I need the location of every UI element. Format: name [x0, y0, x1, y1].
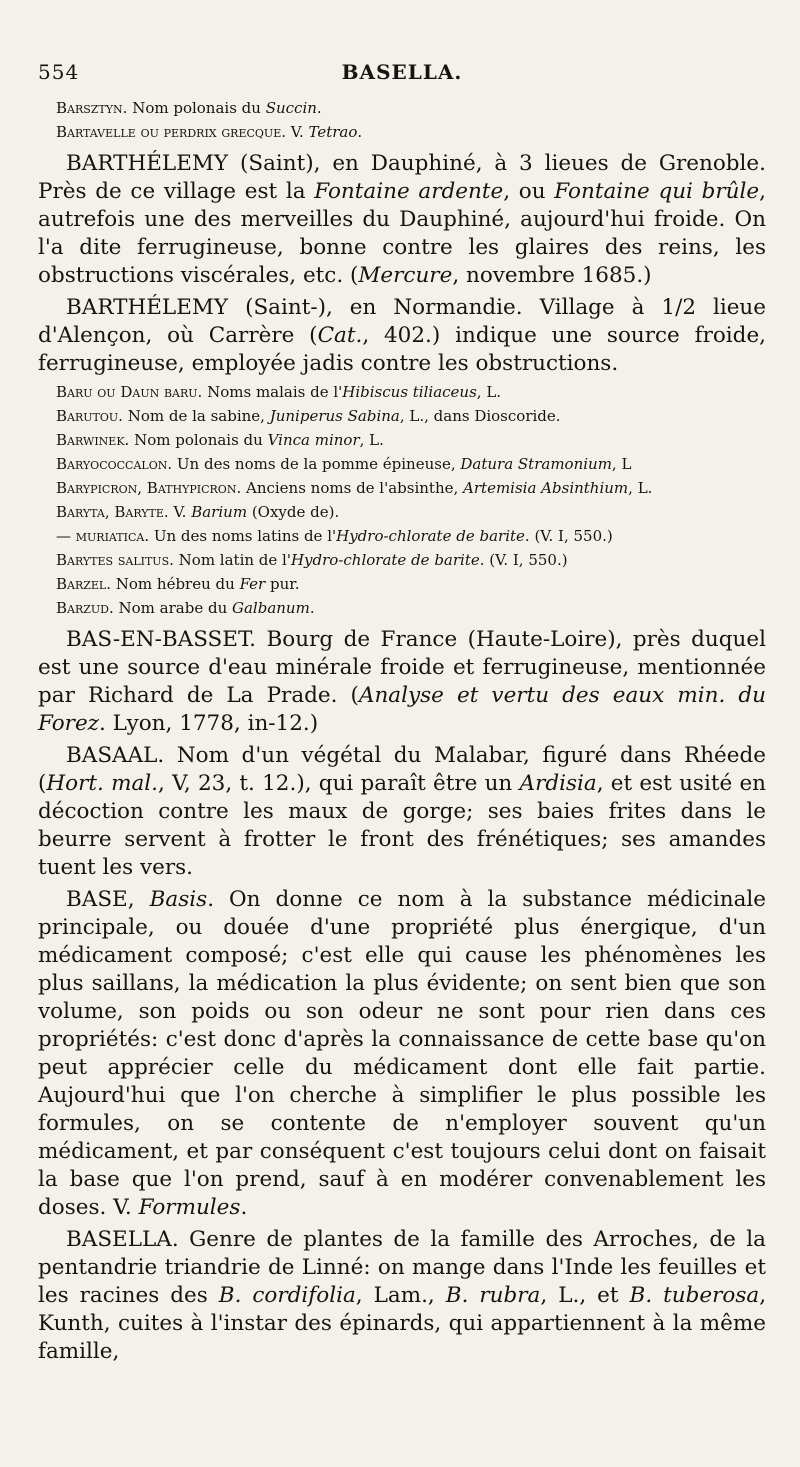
entry-text: Anciens noms de l'absinthe, — [241, 479, 464, 497]
entry-italic: Mercure — [358, 263, 453, 288]
entry-term: BASAAL. — [66, 743, 165, 768]
entry-italic: Ardisia — [519, 771, 597, 796]
entry-italic: Tetrao — [308, 123, 358, 141]
minor-entry — [56, 476, 766, 500]
minor-entry — [56, 380, 766, 404]
entry-text: Bourg de France (Haute-Loire), près duquel est une source d'eau minérale froide et ferrugineuse, mentionnée par Richard de La Prade. ( — [38, 627, 766, 708]
entry-text: Nom arabe du — [113, 599, 232, 617]
entry-italic: Analyse et vertu des eaux min. du Forez — [38, 683, 766, 736]
entry-text: V. — [168, 503, 192, 521]
entry-italic: B. rubra — [445, 1283, 541, 1308]
entry-term: Bartavelle ou perdrix grecque. — [56, 123, 286, 141]
entry-term: Baru ou Daun baru. — [56, 383, 203, 401]
entry-text: V. — [286, 123, 309, 141]
entry-italic: B. cordifolia — [218, 1283, 356, 1308]
entry-text: pur. — [265, 575, 300, 593]
entry-text: Nom hébreu du — [111, 575, 240, 593]
entry-text: . — [309, 599, 315, 617]
entry-text: . On donne ce nom à la substance médicinale principale, ou douée d'une propriété plus énergique, d'un médicament composé; c'est elle qui cause les phénomènes les plus saillans, la médication la plus évidente; on sent bien que son volume, son poids ou son odeur ne sont pour rien dans ces propriétés: c'est donc d'après la connaissance de cette base qu'on peut apprécier celle du médicament dont elle fait partie. Aujourd'hui que l'on cherche à simplifier le plus possible les formules, on se contente de n'employer souvent qu'un médicament, et par conséquent c'est toujours celui dont on faisait la base que l'on prend, sauf à en modérer convenablement les doses. V. — [38, 887, 766, 1220]
entry-text: , Lam., — [355, 1283, 446, 1308]
entry-italic: Vinca minor — [267, 431, 360, 449]
entry-text: , L. — [476, 383, 502, 401]
entry-text: Nom polonais du — [127, 99, 266, 117]
entry-italic: B. tuberosa — [629, 1283, 760, 1308]
entry-italic: Formules — [138, 1195, 241, 1220]
entry-text: . — [316, 99, 322, 117]
entry-text: Nom polonais du — [129, 431, 268, 449]
entry-term: Barytes salitus. — [56, 551, 174, 569]
entry-text: . — [357, 123, 363, 141]
entry-text: Nom d'un végétal du Malabar, figuré dans Rhéede ( — [38, 743, 766, 796]
minor-entry — [56, 500, 766, 524]
entry-term: BASELLA. — [66, 1227, 179, 1252]
page-number: 554 — [38, 60, 80, 84]
entry-text: , 402.) indique une source froide, ferrugineuse, employée jadis contre les obstructions. — [38, 323, 766, 376]
entry-text: , et est usité en décoction contre les maux de gorge; ses baies frites dans le beurre servent à frotter le front des frénétiques; ses amandes tuent les vers. — [38, 771, 767, 880]
entry-text: Genre de plantes de la famille des Arroches, de la pentandrie triandrie de Linné: on mange dans l'Inde les feuilles et les racines des — [38, 1227, 766, 1308]
entry-italic: Fer — [239, 575, 266, 593]
entry-text: , novembre 1685.) — [452, 263, 652, 288]
entry-italic: Galbanum — [232, 599, 310, 617]
minor-entry — [56, 524, 766, 548]
minor-entry — [56, 428, 766, 452]
entry-italic: Barium — [191, 503, 248, 521]
entry-text: . Lyon, 1778, in-12.) — [99, 711, 319, 736]
entry-term: Baryococcalon. — [56, 455, 173, 473]
entry-text: , L — [611, 455, 632, 473]
entry-term: Barsztyn. — [56, 99, 128, 117]
entry-italic: Datura Stramonium — [460, 455, 612, 473]
entry-term: BARTHÉLEMY — [66, 295, 229, 320]
entry-text: , Kunth, cuites à l'instar des épinards, qui appartiennent à la même famille, — [38, 1283, 767, 1364]
entry-text: , ou — [503, 179, 555, 204]
entry-term: BAS-EN-BASSET. — [66, 627, 256, 652]
minor-entry — [56, 452, 766, 476]
entry-italic: Hydro-chlorate de barite — [290, 551, 480, 569]
entry-text: , L., dans Dioscoride. — [399, 407, 561, 425]
page — [38, 60, 766, 1366]
entry-italic: Cat. — [317, 323, 363, 348]
entry-term: Barzel. — [56, 575, 111, 593]
minor-entry — [56, 548, 766, 572]
entry-term: BARTHÉLEMY — [66, 151, 229, 176]
entry-text: , L., et — [540, 1283, 630, 1308]
entry-italic: Hort. mal. — [46, 771, 159, 796]
entry-text: Nom latin de l' — [173, 551, 291, 569]
entry-text: , V, 23, t. 12.), qui paraît être un — [158, 771, 520, 796]
minor-entry — [56, 572, 766, 596]
major-entry — [38, 150, 766, 290]
dictionary-entries — [38, 96, 766, 1366]
entry-text: Un des noms latins de l' — [149, 527, 337, 545]
entry-term: Barwinek. — [56, 431, 130, 449]
entry-italic: Fontaine ardente — [314, 179, 504, 204]
minor-entry — [56, 120, 766, 144]
entry-term: Baryta, Baryte. — [56, 503, 169, 521]
entry-text: . (V. I, 550.) — [524, 527, 613, 545]
running-head: BASELLA. — [341, 60, 463, 84]
entry-term: Barzud. — [56, 599, 114, 617]
page-header — [38, 60, 766, 96]
entry-italic: Hibiscus tiliaceus — [342, 383, 477, 401]
entry-text: Noms malais de l' — [202, 383, 343, 401]
entry-term: Barypicron, Bathypicron. — [56, 479, 242, 497]
minor-entry — [56, 96, 766, 120]
major-entry — [38, 626, 766, 738]
entry-text: (Oxyde de). — [247, 503, 340, 521]
entry-italic: Basis — [149, 887, 208, 912]
entry-text — [135, 887, 150, 912]
entry-term: Barutou. — [56, 407, 123, 425]
entry-text: (Saint), en Dauphiné, à 3 lieues de Grenoble. Près de ce village est la — [38, 151, 766, 204]
major-entry — [38, 886, 766, 1222]
entry-text: , L. — [359, 431, 384, 449]
entry-text: , autrefois une des merveilles du Dauphiné, aujourd'hui froide. On l'a dite ferrugineuse, bonne contre les glaires des reins, les obstructions viscérales, etc. ( — [38, 179, 766, 288]
entry-text: Nom de la sabine, — [122, 407, 270, 425]
major-entry — [38, 1226, 766, 1366]
entry-italic: Juniperus Sabina — [269, 407, 400, 425]
entry-term: BASE, — [66, 887, 135, 912]
entry-italic: Succin — [265, 99, 317, 117]
entry-italic: Artemisia Absinthium — [463, 479, 629, 497]
entry-text: (Saint-), en Normandie. Village à 1/2 lieue d'Alençon, où Carrère ( — [38, 295, 766, 348]
entry-text: . (V. I, 550.) — [479, 551, 568, 569]
minor-entry — [56, 596, 766, 620]
entry-term: — muriatica. — [56, 527, 150, 545]
major-entry — [38, 294, 766, 378]
entry-text: . — [240, 1195, 248, 1220]
entry-italic: Hydro-chlorate de barite — [336, 527, 525, 545]
entry-text: , L. — [628, 479, 653, 497]
minor-entry — [56, 404, 766, 428]
entry-italic: Fontaine qui brûle — [554, 179, 760, 204]
entry-text: Un des noms de la pomme épineuse, — [172, 455, 461, 473]
major-entry — [38, 742, 766, 882]
